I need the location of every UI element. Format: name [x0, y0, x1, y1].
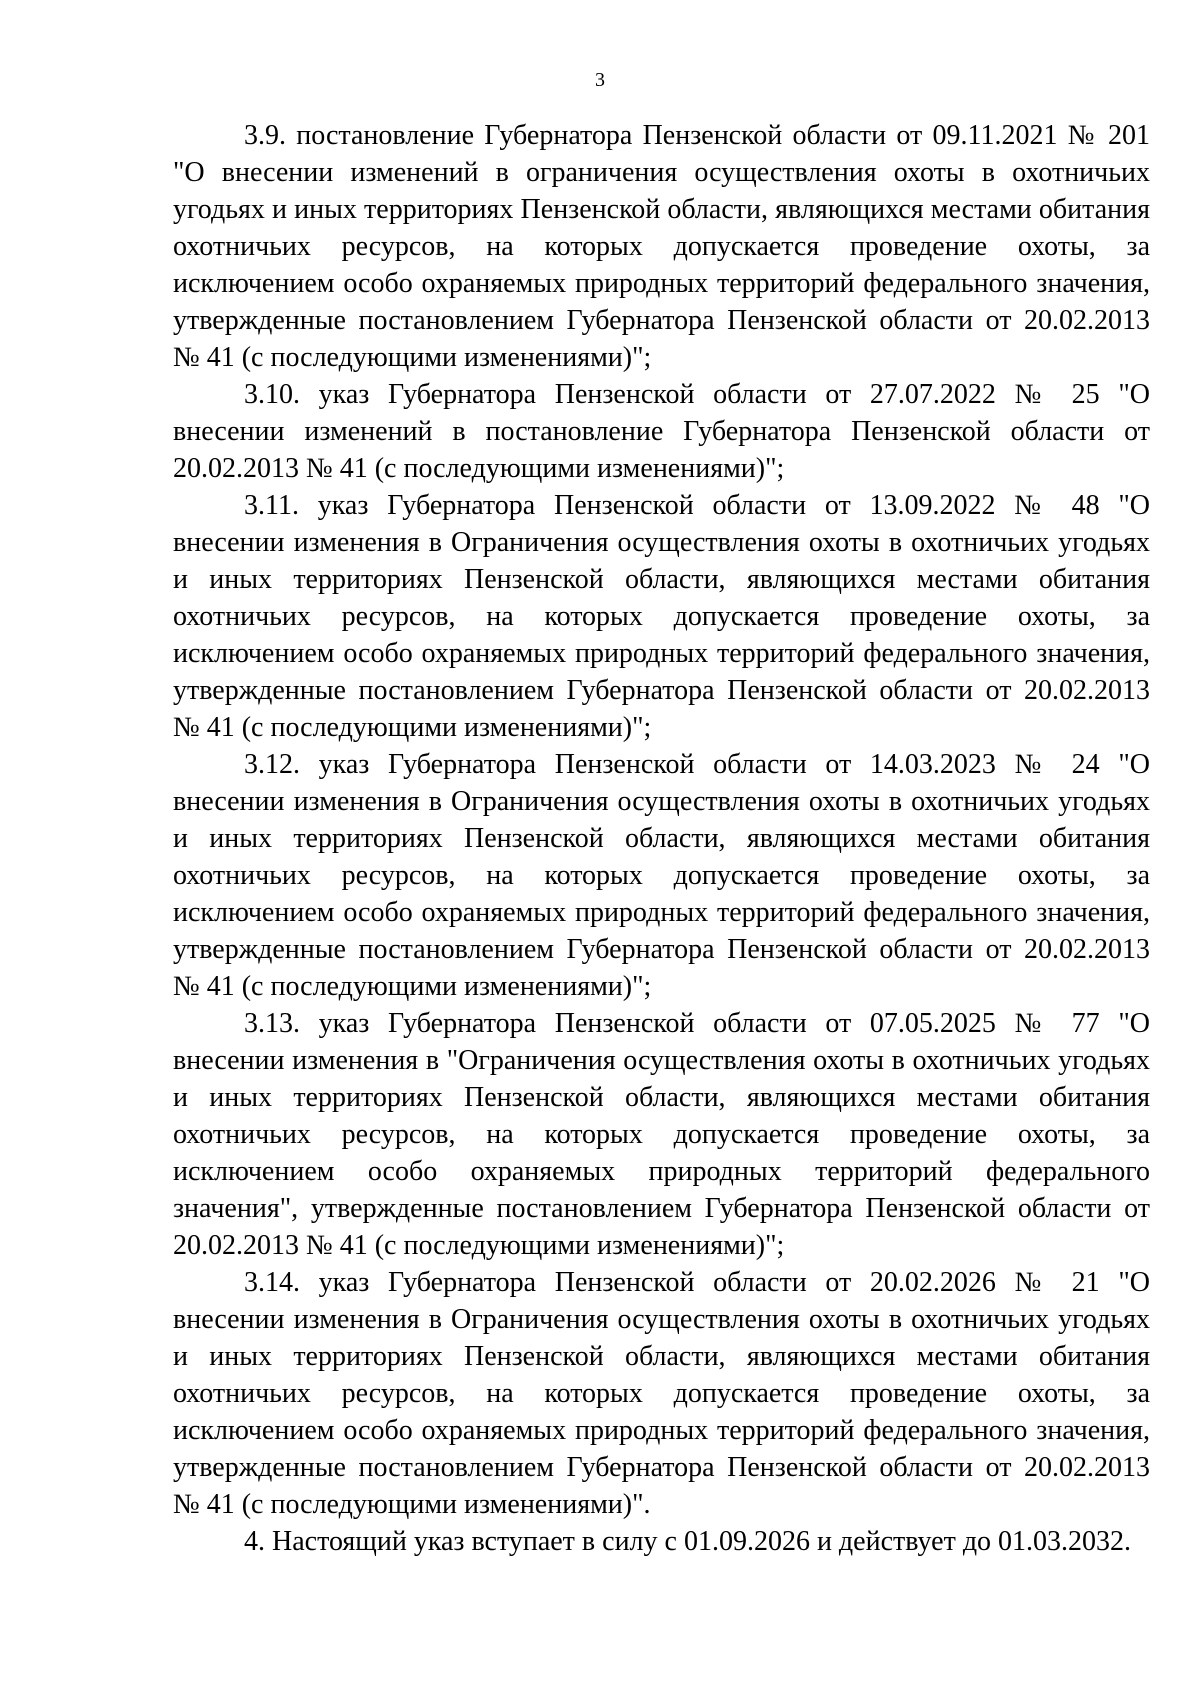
paragraph-3-10: 3.10. указ Губернатора Пензенской области от 27.07.2022 № 25 "О внесении изменений в постановление Губернатора Пензенской области от 20.02.2013 № 41 (с последующими изменениями)";	[173, 379, 1150, 484]
paragraph-4-effective-date: 4. Настоящий указ вступает в силу с 01.09.2026 и действует до 01.03.2032.	[244, 1526, 1132, 1557]
paragraph-3-9: 3.9. постановление Губернатора Пензенской области от 09.11.2021 № 201 "О внесении изменений в ограничения осуществления охоты в охотничьих угодьях и иных территориях Пензенской области, являющихся местами обитания охотничьих ресурсов, на которых допускается проведение охоты, за исключением особо охраняемых природных территорий федерального значения, утвержденные постановлением Губернатора Пензенской области от 20.02.2013 № 41 (с последующими изменениями)";	[173, 120, 1150, 373]
paragraph-3-13: 3.13. указ Губернатора Пензенской области от 07.05.2025 № 77 "О внесении изменения в "Ограничения осуществления охоты в охотничьих угодьях и иных территориях Пензенской области, являющихся местами обитания охотничьих ресурсов, на которых допускается проведение охоты, за исключением особо охраняемых природных территорий федерального значения", утвержденные постановлением Губернатора Пензенской области от 20.02.2013 № 41 (с последующими изменениями)";	[173, 1008, 1150, 1261]
paragraph-3-14: 3.14. указ Губернатора Пензенской области от 20.02.2026 № 21 "О внесении изменения в Ограничения осуществления охоты в охотничьих угодьях и иных территориях Пензенской области, являющихся местами обитания охотничьих ресурсов, на которых допускается проведение охоты, за исключением особо охраняемых природных территорий федерального значения, утвержденные постановлением Губернатора Пензенской области от 20.02.2013 № 41 (с последующими изменениями)".	[173, 1267, 1150, 1520]
document-body	[173, 117, 1150, 1560]
paragraph-3-12: 3.12. указ Губернатора Пензенской области от 14.03.2023 № 24 "О внесении изменения в Ограничения осуществления охоты в охотничьих угодьях и иных территориях Пензенской области, являющихся местами обитания охотничьих ресурсов, на которых допускается проведение охоты, за исключением особо охраняемых природных территорий федерального значения, утвержденные постановлением Губернатора Пензенской области от 20.02.2013 № 41 (с последующими изменениями)";	[173, 749, 1150, 1002]
paragraph-3-11: 3.11. указ Губернатора Пензенской области от 13.09.2022 № 48 "О внесении изменения в Ограничения осуществления охоты в охотничьих угодьях и иных территориях Пензенской области, являющихся местами обитания охотничьих ресурсов, на которых допускается проведение охоты, за исключением особо охраняемых природных территорий федерального значения, утвержденные постановлением Губернатора Пензенской области от 20.02.2013 № 41 (с последующими изменениями)";	[173, 490, 1150, 743]
page-number: 3	[595, 69, 605, 91]
